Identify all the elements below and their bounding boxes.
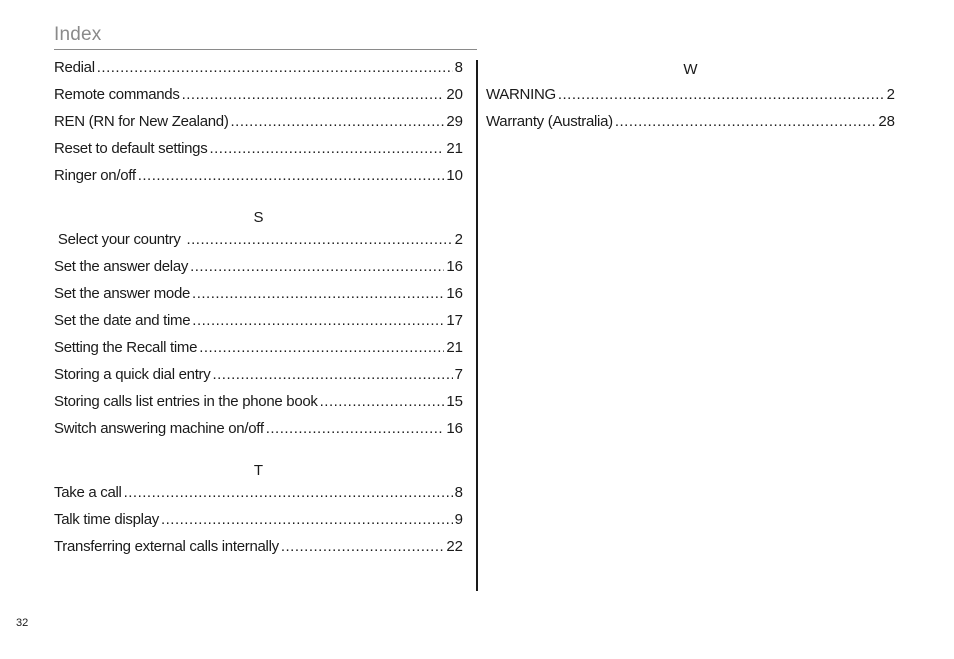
column-divider <box>476 60 478 591</box>
index-entry[interactable] <box>54 85 463 112</box>
index-entry[interactable] <box>54 139 463 166</box>
index-group-s <box>54 203 463 446</box>
entry-page: 8 <box>454 484 463 501</box>
entry-label: Set the answer delay <box>54 258 189 275</box>
entry-label: Reset to default settings <box>54 140 208 157</box>
index-entry[interactable] <box>54 419 463 446</box>
entry-label: Warranty (Australia) <box>486 113 613 130</box>
index-entry[interactable] <box>54 483 463 510</box>
dot-leader <box>192 311 444 331</box>
dot-leader <box>190 257 444 277</box>
entry-label: Set the date and time <box>54 312 191 329</box>
dot-leader <box>186 230 452 250</box>
dot-leader <box>161 510 453 530</box>
dot-leader <box>212 365 452 385</box>
index-entry[interactable] <box>54 284 463 311</box>
dot-leader <box>209 139 444 159</box>
index-entry[interactable] <box>54 392 463 419</box>
entry-page: 16 <box>446 420 463 437</box>
dot-leader <box>266 419 445 439</box>
entry-label: Ringer on/off <box>54 167 136 184</box>
entry-label: WARNING <box>486 86 556 103</box>
entry-label: Storing a quick dial entry <box>54 366 211 383</box>
dot-leader <box>138 166 445 186</box>
dot-leader <box>124 483 453 503</box>
index-column-right <box>486 58 895 139</box>
index-column-left <box>54 58 463 564</box>
entry-label: Switch answering machine on/off <box>54 420 264 437</box>
entry-label: Talk time display <box>54 511 159 528</box>
dot-leader <box>231 112 445 132</box>
entry-page: 22 <box>446 538 463 555</box>
entry-page: 8 <box>454 59 463 76</box>
index-letter-heading: S <box>253 209 264 226</box>
entry-page: 21 <box>446 339 463 356</box>
entry-page: 7 <box>454 366 463 383</box>
index-entry[interactable] <box>54 257 463 284</box>
entry-label: REN (RN for New Zealand) <box>54 113 229 130</box>
dot-leader <box>615 112 877 132</box>
index-entry[interactable] <box>54 166 463 193</box>
index-group-r <box>54 58 463 193</box>
entry-label: Storing calls list entries in the phone book <box>54 393 318 410</box>
entry-page: 20 <box>446 86 463 103</box>
index-entry[interactable] <box>54 311 463 338</box>
dot-leader <box>192 284 444 304</box>
index-group-w <box>486 58 895 139</box>
index-entry[interactable] <box>54 230 463 257</box>
entry-page: 29 <box>446 113 463 130</box>
entry-label: Select your country <box>54 231 185 248</box>
dot-leader <box>97 58 453 78</box>
index-entry[interactable] <box>54 537 463 564</box>
index-entry[interactable] <box>54 112 463 139</box>
entry-page: 28 <box>878 113 895 130</box>
title-rule <box>54 49 477 50</box>
entry-label: Transferring external calls internally <box>54 538 279 555</box>
page-title: Index <box>54 24 102 45</box>
index-entry[interactable] <box>54 338 463 365</box>
index-entry[interactable] <box>54 365 463 392</box>
dot-leader <box>320 392 445 412</box>
entry-page: 2 <box>886 86 895 103</box>
entry-page: 10 <box>446 167 463 184</box>
index-group-t <box>54 456 463 564</box>
entry-page: 16 <box>446 285 463 302</box>
entry-label: Remote commands <box>54 86 180 103</box>
entry-label: Setting the Recall time <box>54 339 198 356</box>
index-entry[interactable] <box>486 85 895 112</box>
dot-leader <box>199 338 444 358</box>
dot-leader <box>182 85 445 105</box>
entry-label: Take a call <box>54 484 122 501</box>
entry-page: 15 <box>446 393 463 410</box>
entry-page: 2 <box>454 231 463 248</box>
dot-leader <box>558 85 885 105</box>
index-letter-heading: T <box>253 462 264 479</box>
entry-page: 9 <box>454 511 463 528</box>
entry-page: 16 <box>446 258 463 275</box>
index-letter-heading: W <box>683 61 698 78</box>
entry-page: 17 <box>446 312 463 329</box>
dot-leader <box>281 537 445 557</box>
index-entry[interactable] <box>54 510 463 537</box>
entry-label: Redial <box>54 59 95 76</box>
page-number: 32 <box>16 617 29 629</box>
index-entry[interactable] <box>54 58 463 85</box>
index-entry[interactable] <box>486 112 895 139</box>
entry-label: Set the answer mode <box>54 285 191 302</box>
entry-page: 21 <box>446 140 463 157</box>
